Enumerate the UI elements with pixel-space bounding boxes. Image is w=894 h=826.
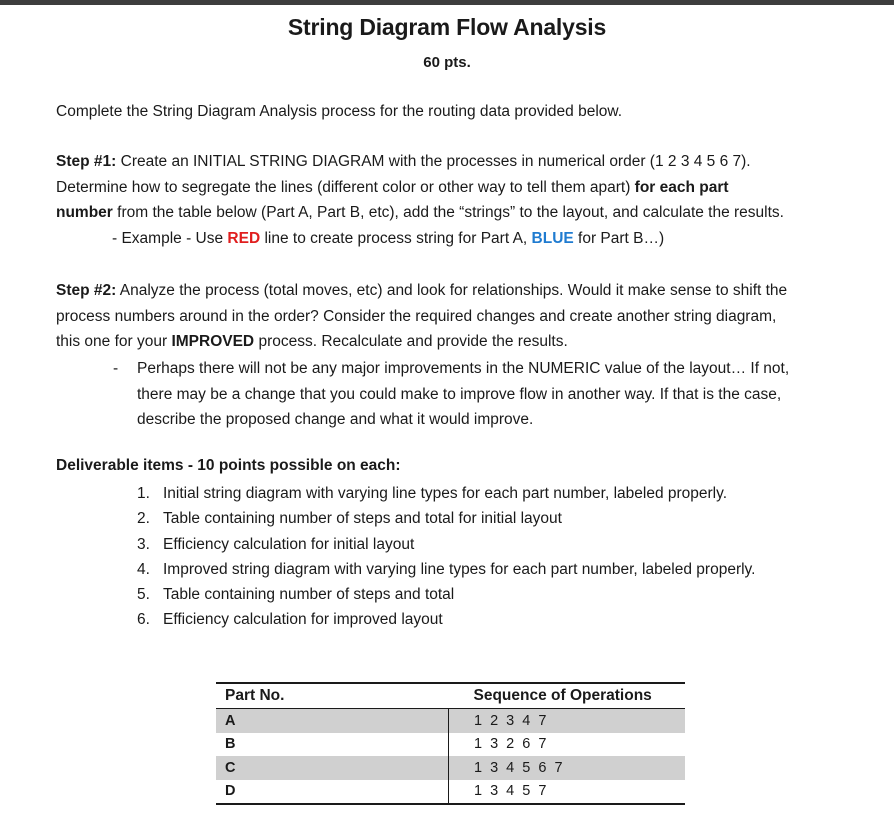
item-number: 3. [137, 535, 150, 553]
list-item [137, 582, 755, 607]
step2-line-3 [56, 329, 856, 355]
step1-bold-3: number [56, 204, 113, 221]
step2-line-2: process numbers around in the order? Consider the required changes and create another string diagram, [56, 307, 777, 325]
step2-bullet [113, 356, 843, 433]
bullet-dash: - [113, 360, 119, 377]
item-text: Efficiency calculation for initial layout [163, 535, 415, 553]
table-row [216, 733, 685, 757]
step1-text-3: from the table below (Part A, Part B, etc), add the “strings” to the layout, and calculate the results. [112, 204, 784, 221]
points-subtitle: 60 pts. [423, 54, 471, 71]
item-number: 1. [137, 485, 150, 502]
list-item [137, 532, 755, 557]
part-cell: B [216, 733, 449, 757]
step1-label: Step #1: [56, 153, 117, 170]
sequence-cell: 1 2 3 4 7 [449, 709, 686, 733]
sequence-cell: 1 3 2 6 7 [474, 736, 549, 753]
table-header-row [216, 683, 685, 709]
sequence-cell: 1 3 4 5 7 [449, 780, 686, 805]
part-cell: A [216, 709, 449, 733]
step2-bold-improved: IMPROVED [171, 333, 255, 350]
example-red-word: RED [227, 229, 261, 247]
bullet-line-2: there may be a change that you could make to improve flow in another way. If that is the case, [137, 385, 782, 403]
item-text: Initial string diagram with varying line types for each part number, labeled properly. [163, 485, 728, 502]
item-text: Table containing number of steps and total for initial layout [163, 510, 562, 528]
deliverables-list [137, 481, 755, 633]
table-row [216, 756, 685, 780]
step1-text-1: Create an INITIAL STRING DIAGRAM with the processes in numerical order (1 2 3 4 5 6 7). [116, 153, 751, 170]
step2-line-1 [56, 278, 856, 304]
step1-line-1 [56, 149, 856, 175]
step1-bold-2: for each part [634, 178, 729, 196]
item-number: 4. [137, 560, 150, 578]
step2-text-3-post: process. Recalculate and provide the results. [254, 333, 568, 350]
example-suffix: for Part B…) [573, 229, 665, 247]
step2-paragraph [56, 278, 856, 355]
bullet-text [113, 356, 843, 433]
list-item [137, 557, 755, 582]
item-number: 5. [137, 586, 150, 604]
step1-line-2 [56, 175, 856, 201]
part-cell: D [216, 780, 449, 805]
bullet-line-1: Perhaps there will not be any major improvements in the NUMERIC value of the layout… If not, [137, 360, 790, 377]
list-item [137, 506, 755, 531]
step2-text-3-pre: this one for your [56, 333, 172, 350]
step2-text-1: Analyze the process (total moves, etc) and look for relationships. Would it make sense to shift the [116, 282, 788, 299]
top-border-bar [0, 0, 894, 5]
step1-line-3 [56, 200, 856, 226]
routing-table [216, 682, 685, 805]
example-blue-word: BLUE [531, 229, 574, 247]
deliverables-heading: Deliverable items - 10 points possible on each: [56, 457, 401, 474]
list-item [137, 607, 755, 632]
part-cell: C [216, 756, 449, 780]
bullet-line-3: describe the proposed change and what it would improve. [137, 411, 534, 428]
table-row [216, 709, 685, 733]
example-prefix: - Example - Use [112, 229, 228, 247]
header-sequence: Sequence of Operations [449, 683, 686, 709]
item-number: 6. [137, 611, 150, 629]
example-middle: line to create process string for Part A, [260, 229, 532, 247]
item-number: 2. [137, 510, 150, 528]
step1-example-line [56, 226, 856, 252]
item-text: Efficiency calculation for improved layout [163, 611, 443, 629]
item-text: Table containing number of steps and total [163, 586, 455, 604]
step2-label: Step #2: [56, 282, 117, 299]
step1-text-2: Determine how to segregate the lines (different color or other way to tell them apart) [56, 178, 635, 196]
header-part-no: Part No. [216, 683, 449, 709]
step1-paragraph [56, 149, 856, 251]
table-row [216, 780, 685, 805]
sequence-cell: 1 3 4 5 6 7 [449, 756, 686, 780]
page-title: String Diagram Flow Analysis [287, 14, 607, 40]
list-item [137, 481, 755, 506]
item-text: Improved string diagram with varying line types for each part number, labeled properly. [163, 560, 756, 578]
intro-paragraph: Complete the String Diagram Analysis process for the routing data provided below. [56, 103, 623, 120]
